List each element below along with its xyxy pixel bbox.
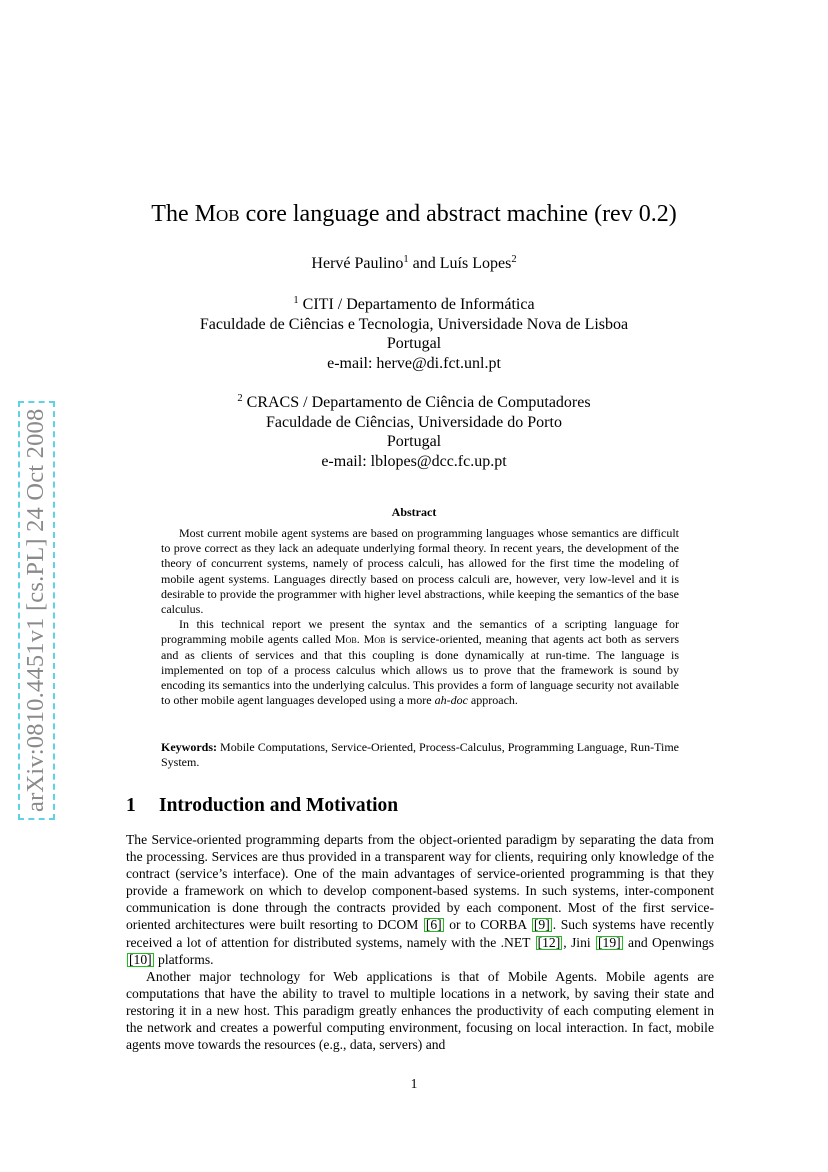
keywords-text: Mobile Computations, Service-Oriented, Process-Calculus, Programming Language, Run-Time System. bbox=[161, 740, 679, 770]
affiliation-2-line1: CRACS / Departamento de Ciência de Computadores bbox=[246, 394, 591, 411]
abstract-p2-mob-2: Mob bbox=[363, 632, 386, 647]
body-p1-text-d: , Jini bbox=[563, 934, 596, 950]
author-2: Luís Lopes bbox=[439, 255, 512, 272]
body-p1-text-c: . Such systems have recently received a lot of attention for distributed systems, namely with the .NET bbox=[126, 917, 715, 950]
abstract-p2-text-d: approach. bbox=[467, 693, 518, 708]
citation-10[interactable]: [10] bbox=[129, 951, 152, 967]
abstract-paragraph-1: Most current mobile agent systems are based on programming languages whose semantics are difficult to prove correct as they lack an adequate underlying formal theory. In recent years, the development of the theory of concurrent systems, namely of process calculi, has allowed for the first time the modeling of mobile agent systems. Languages directly based on process calculi are, however, very low-level and it is desirable to provide the programmer with higher level abstractions, while keeping the semantics of the base calculus. bbox=[161, 526, 679, 617]
citation-6[interactable]: [6] bbox=[425, 917, 442, 933]
body-p1-text-e: and Openwings bbox=[623, 934, 714, 950]
body-text bbox=[126, 831, 714, 1053]
arxiv-stamp[interactable]: arXiv:0810.4451v1 [cs.PL] 24 Oct 2008 bbox=[18, 401, 55, 820]
citation-12[interactable]: [12] bbox=[537, 934, 561, 950]
section-number: 1 bbox=[126, 795, 136, 816]
body-p1-text-f: platforms. bbox=[154, 951, 214, 967]
abstract-paragraph-2 bbox=[161, 617, 679, 708]
page-number: 1 bbox=[410, 1076, 418, 1091]
citation-19[interactable]: [19] bbox=[598, 934, 621, 950]
body-p1-text-b: or to CORBA bbox=[444, 917, 531, 933]
author-1: Hervé Paulino bbox=[311, 255, 404, 272]
affiliation-2 bbox=[0, 393, 828, 471]
affiliation-1 bbox=[0, 295, 828, 373]
affiliation-2-line2: Faculdade de Ciências, Universidade do Porto bbox=[266, 413, 562, 431]
author-list bbox=[0, 255, 828, 273]
affiliation-1-line1: CITI / Departamento de Informática bbox=[302, 296, 535, 313]
affiliation-2-sup: 2 bbox=[237, 393, 243, 404]
body-paragraph-1 bbox=[126, 831, 714, 968]
section-title: Introduction and Motivation bbox=[159, 795, 399, 816]
affiliation-1-line3: Portugal bbox=[386, 335, 442, 352]
title-before: The bbox=[151, 201, 195, 227]
abstract-p2-text-a: In this technical report we present the syntax and the semantics of a scripting language for programming mobile agents called bbox=[161, 617, 679, 647]
keywords bbox=[161, 740, 679, 770]
author-conj: and bbox=[408, 255, 440, 272]
abstract-p2-mob-1: Mob bbox=[334, 632, 357, 647]
body-p1-text-a: The Service-oriented programming departs from the object-oriented paradigm by separating the data from the processing. Services are thus provided in a transparent way for clients, requiring only knowledge of the contract (service’s interface). One of the main advantages of service-oriented programming is that they provide a framework on which to develop component-based systems. In such systems, inter-component communication is done through the contracts provided by each component. Most of the first service-oriented architectures were built resorting to DCOM bbox=[126, 832, 714, 933]
author-1-sup: 1 bbox=[403, 254, 409, 265]
affiliation-2-email: e-mail: lblopes@dcc.fc.up.pt bbox=[321, 452, 507, 470]
author-2-sup: 2 bbox=[511, 254, 517, 265]
abstract-p2-text-c: is service-oriented, meaning that agents act both as servers and as clients of services and that this coupling is done dynamically at run-time. The language is implemented on top of a process calculus which allows us to prove that the framework is sound by encoding its semantics into the underlying calculus. This provides a form of language security not available to other mobile agent languages developed using a more bbox=[161, 632, 680, 708]
affiliation-1-line2: Faculdade de Ciências e Tecnologia, Universidade Nova de Lisboa bbox=[199, 315, 629, 333]
paper-title bbox=[0, 201, 828, 228]
affiliation-1-email: e-mail: herve@di.fct.unl.pt bbox=[327, 354, 501, 372]
body-paragraph-2: Another major technology for Web applications is that of Mobile Agents. Mobile agents are computations that have the ability to travel to multiple locations in a network, by saving their state and restoring it in a new host. This paradigm greatly enhances the productivity of each computing element in the network and creates a powerful computing environment, focusing on local interaction. In fact, mobile agents move towards the resources (e.g., data, servers) and bbox=[126, 968, 714, 1053]
abstract-p2-adhoc: ah-doc bbox=[434, 693, 468, 708]
affiliation-2-line3: Portugal bbox=[386, 433, 442, 450]
citation-9[interactable]: [9] bbox=[533, 917, 550, 933]
abstract-heading: Abstract bbox=[391, 505, 437, 519]
title-mob: Mob bbox=[194, 201, 240, 227]
section-heading bbox=[126, 795, 398, 817]
title-after: core language and abstract machine (rev 0.2) bbox=[239, 201, 677, 227]
keywords-label: Keywords: bbox=[161, 740, 217, 754]
abstract-p2-text-b: . bbox=[356, 632, 364, 647]
abstract-body bbox=[161, 526, 679, 708]
affiliation-1-sup: 1 bbox=[293, 295, 299, 306]
